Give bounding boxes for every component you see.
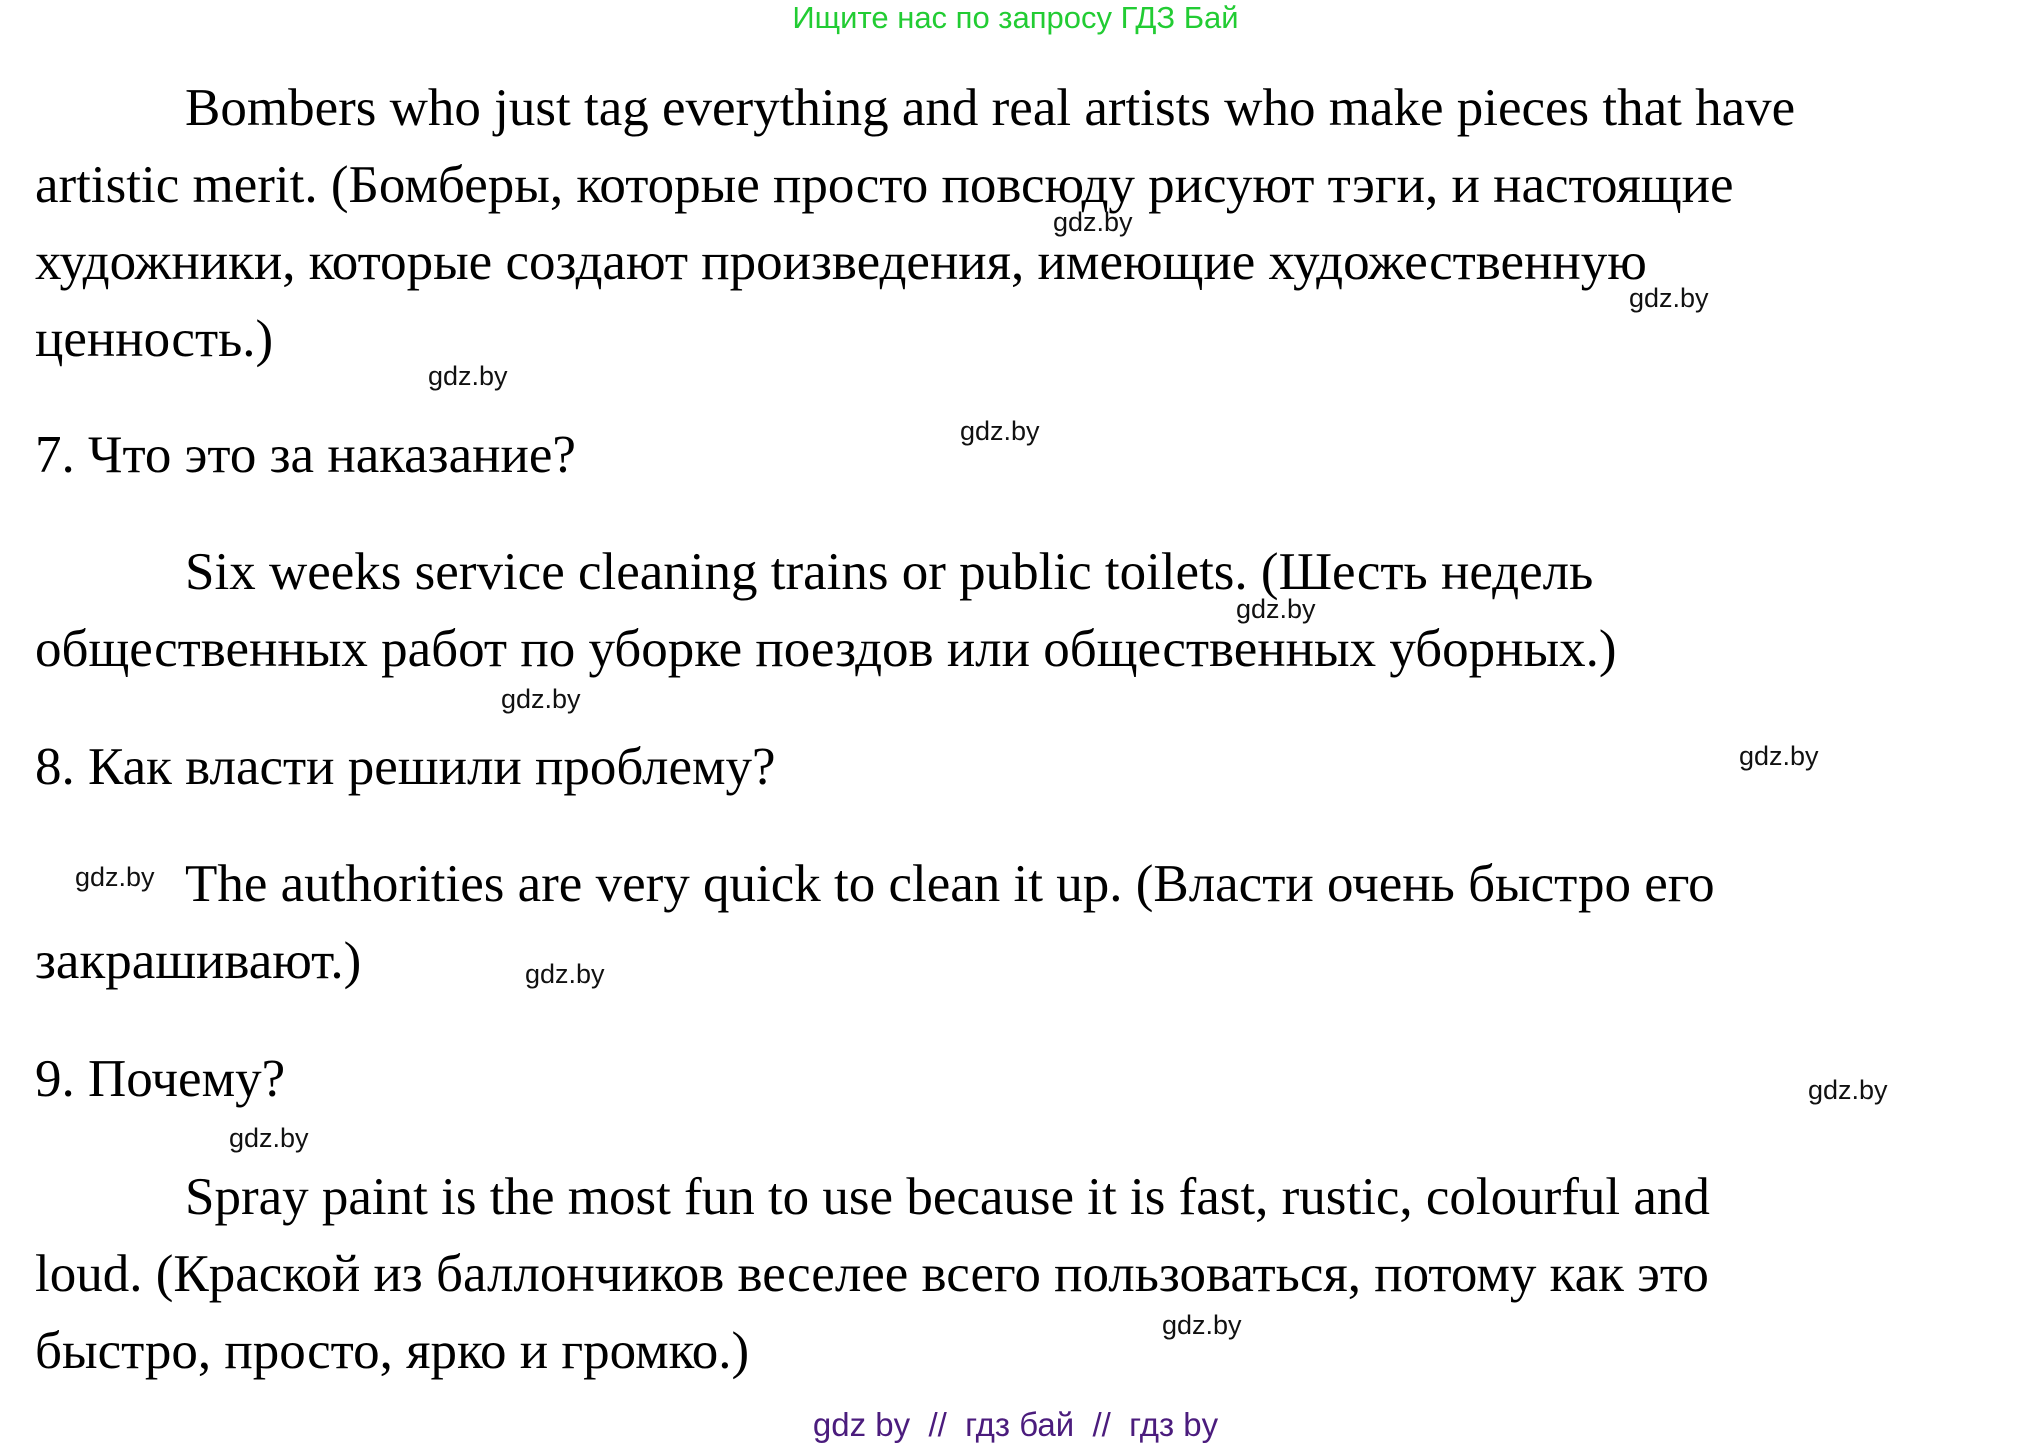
watermark: gdz.by — [1739, 741, 1819, 771]
watermark: gdz.by — [428, 361, 508, 391]
watermark: gdz.by — [525, 959, 605, 989]
answer-9-line-3: быстро, просто, ярко и громко.) — [35, 1322, 750, 1380]
answer-9-line-1: Spray paint is the most fun to use because it is fast, rustic, colourful and — [185, 1168, 1710, 1226]
watermark: gdz.by — [1808, 1075, 1888, 1105]
watermark: gdz.by — [1236, 594, 1316, 624]
question-9: 9. Почему? — [35, 1050, 286, 1108]
answer-8-line-2: закрашивают.) — [35, 932, 362, 990]
question-7: 7. Что это за наказание? — [35, 426, 576, 484]
footer-links: gdz by // гдз бай // гдз by — [812, 1406, 1219, 1443]
watermark: gdz.by — [1162, 1310, 1242, 1340]
search-hint-banner: Ищите нас по запросу ГДЗ Бай — [792, 0, 1239, 35]
answer-7-line-1: Six weeks service cleaning trains or public toilets. (Шесть недель — [185, 543, 1594, 601]
watermark: gdz.by — [1629, 283, 1709, 313]
answer-6-line-4: ценность.) — [35, 310, 274, 368]
answer-7-line-2: общественных работ по уборке поездов или общественных уборных.) — [35, 620, 1617, 678]
answer-6-line-3: художники, которые создают произведения, имеющие художественную — [35, 233, 1647, 291]
answer-9-line-2: loud. (Краской из баллончиков веселее всего пользоваться, потому как это — [35, 1245, 1709, 1303]
answer-8-line-1: The authorities are very quick to clean it up. (Власти очень быстро его — [185, 855, 1715, 913]
watermark: gdz.by — [501, 684, 581, 714]
answer-6-line-2: artistic merit. (Бомберы, которые просто повсюду рисуют тэги, и настоящие — [35, 156, 1734, 214]
watermark: gdz.by — [75, 862, 155, 892]
watermark: gdz.by — [229, 1123, 309, 1153]
answer-6-line-1: Bombers who just tag everything and real artists who make pieces that have — [185, 79, 1796, 137]
question-8: 8. Как власти решили проблему? — [35, 738, 776, 796]
watermark: gdz.by — [1053, 207, 1133, 237]
watermark: gdz.by — [960, 416, 1040, 446]
